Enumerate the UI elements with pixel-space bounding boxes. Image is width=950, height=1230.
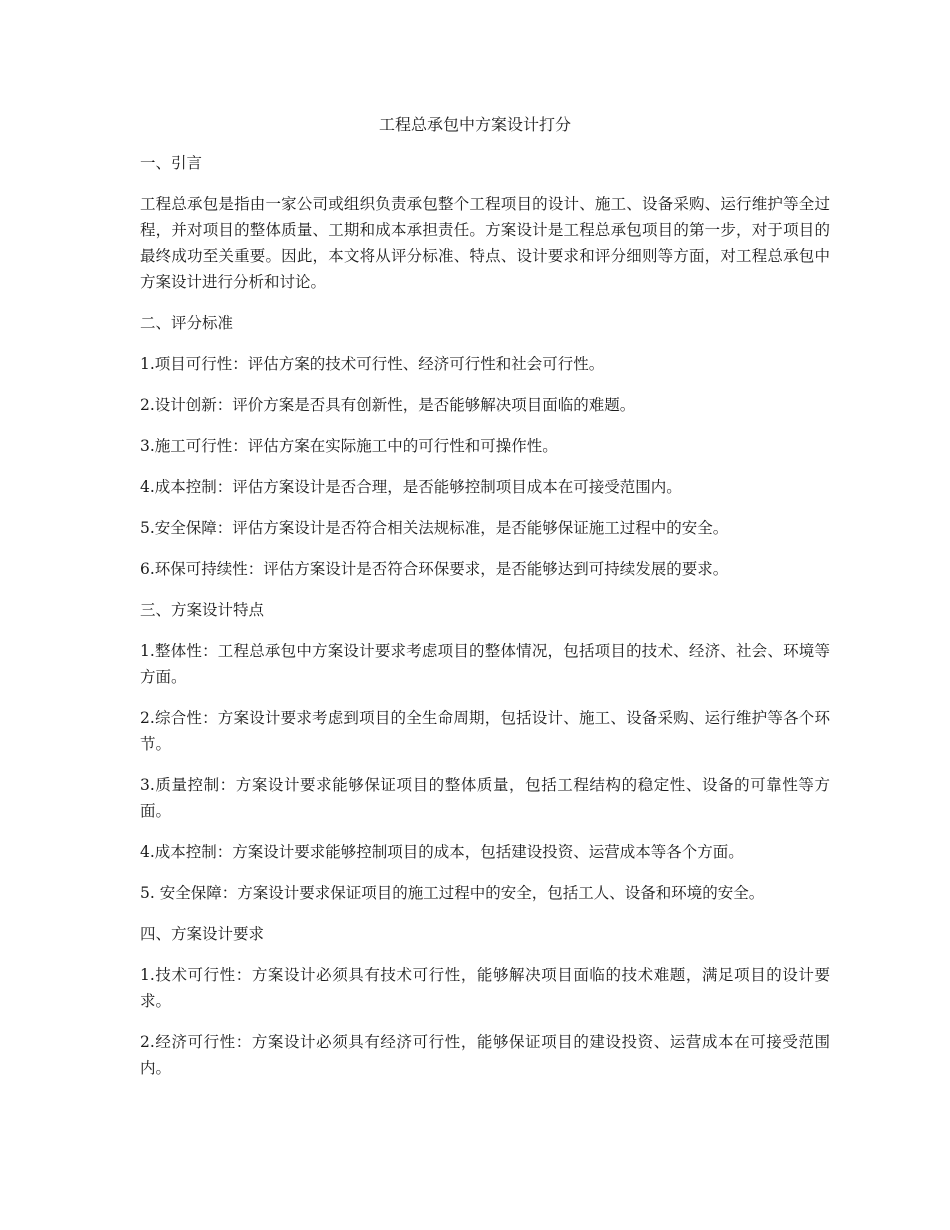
section-heading-scoring-criteria: 二、评分标准	[140, 314, 234, 332]
criteria-item-1: 1.项目可行性：评估方案的技术可行性、经济可行性和社会可行性。	[140, 355, 605, 373]
section-heading-introduction: 一、引言	[140, 154, 203, 172]
criteria-item-5: 5.安全保障：评估方案设计是否符合相关法规标准，是否能够保证施工过程中的安全。	[140, 519, 729, 537]
criteria-item-4: 4.成本控制：评估方案设计是否合理，是否能够控制项目成本在可接受范围内。	[140, 478, 682, 496]
intro-paragraph: 工程总承包是指由一家公司或组织负责承包整个工程项目的设计、施工、设备采购、运行维护等全过程，并对项目的整体质量、工期和成本承担责任。方案设计是工程总承包项目的第一步，对于项目的最终成功至关重要。因此，本文将从评分标准、特点、设计要求和评分细则等方面，对工程总承包中方案设计进行分析和讨论。	[140, 195, 830, 291]
document-body	[140, 150, 830, 1096]
feature-item-4: 4.成本控制：方案设计要求能够控制项目的成本，包括建设投资、运营成本等各个方面。	[140, 843, 744, 861]
criteria-item-2: 2.设计创新：评价方案是否具有创新性，是否能够解决项目面临的难题。	[140, 396, 636, 414]
section-heading-design-features: 三、方案设计特点	[140, 601, 265, 619]
document-title: 工程总承包中方案设计打分	[378, 115, 571, 134]
requirement-item-1: 1.技术可行性：方案设计必须具有技术可行性，能够解决项目面临的技术难题，满足项目的设计要求。	[140, 966, 830, 1010]
requirement-item-2: 2.经济可行性：方案设计必须具有经济可行性，能够保证项目的建设投资、运营成本在可接受范围内。	[140, 1033, 830, 1077]
feature-item-2: 2.综合性：方案设计要求考虑到项目的全生命周期，包括设计、施工、设备采购、运行维护等各个环节。	[140, 709, 830, 753]
criteria-item-6: 6.环保可持续性：评估方案设计是否符合环保要求，是否能够达到可持续发展的要求。	[140, 560, 729, 578]
section-heading-design-requirements: 四、方案设计要求	[140, 925, 265, 943]
feature-item-3: 3.质量控制：方案设计要求能够保证项目的整体质量，包括工程结构的稳定性、设备的可靠性等方面。	[140, 776, 830, 820]
feature-item-5: 5. 安全保障：方案设计要求保证项目的施工过程中的安全，包括工人、设备和环境的安全。	[140, 884, 765, 902]
criteria-item-3: 3.施工可行性：评估方案在实际施工中的可行性和可操作性。	[140, 437, 558, 455]
feature-item-1: 1.整体性：工程总承包中方案设计要求考虑项目的整体情况，包括项目的技术、经济、社会、环境等方面。	[140, 642, 830, 686]
